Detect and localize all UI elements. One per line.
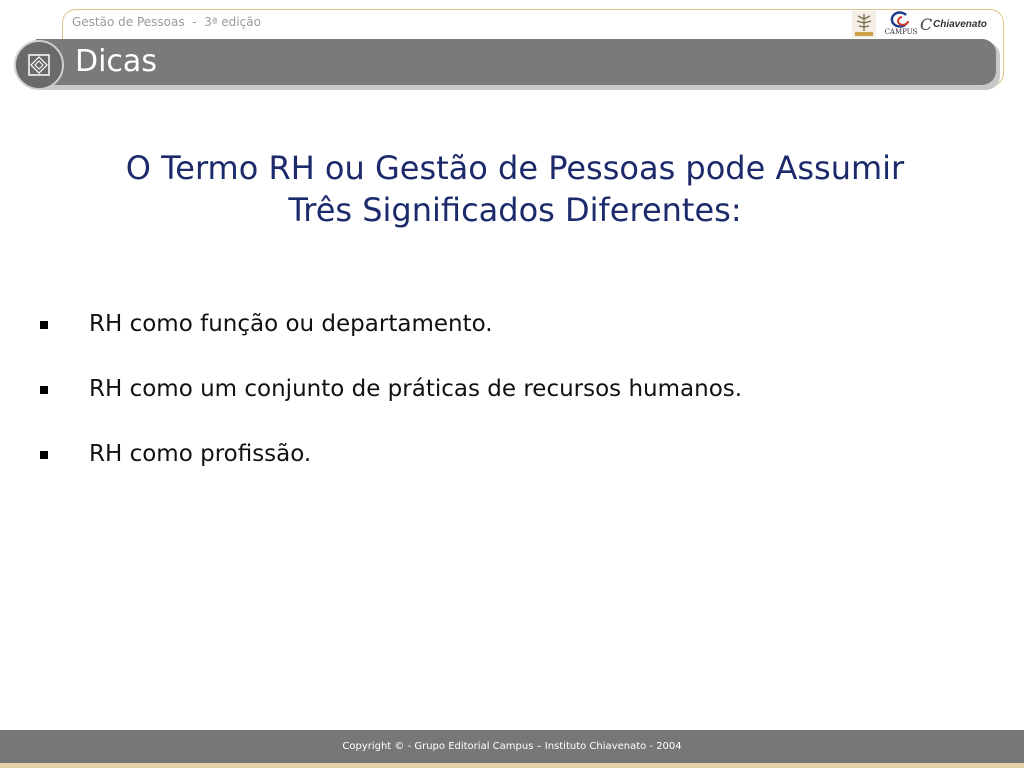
square-bullet-icon — [40, 451, 48, 459]
headline-line-1: O Termo RH ou Gestão de Pessoas pode Assumir — [125, 149, 905, 187]
list-item — [38, 376, 998, 441]
slide-title: Dicas — [75, 44, 157, 79]
footer-bar — [0, 730, 1024, 763]
footer-accent-line — [0, 763, 1024, 768]
chiavenato-logo-mark: C — [920, 15, 933, 34]
bullet-text: RH como um conjunto de práticas de recursos humanos. — [89, 376, 743, 402]
headline-line-2: Três Significados Diferentes: — [288, 191, 742, 229]
publisher-logos — [848, 11, 998, 39]
elsevier-logo-icon — [852, 11, 876, 38]
headline — [60, 147, 970, 231]
list-item — [38, 441, 998, 506]
book-edition-label: Gestão de Pessoas - 3ª edição — [72, 15, 261, 29]
title-bar — [36, 39, 996, 85]
bullet-text: RH como profissão. — [89, 441, 312, 467]
campus-logo — [884, 11, 918, 38]
title-badge — [14, 40, 64, 90]
campus-logo-text: CAMPUS — [884, 28, 918, 36]
chiavenato-logo — [920, 15, 1000, 35]
square-bullet-icon — [40, 321, 48, 329]
diamond-emblem-icon — [28, 54, 50, 76]
list-item — [38, 311, 998, 376]
bullet-list — [38, 311, 998, 506]
chiavenato-logo-text: Chiavenato — [933, 19, 987, 30]
square-bullet-icon — [40, 386, 48, 394]
campus-logo-icon — [884, 11, 918, 29]
bullet-text: RH como função ou departamento. — [89, 311, 493, 337]
copyright-text: Copyright © - Grupo Editorial Campus – Instituto Chiavenato - 2004 — [342, 741, 682, 752]
